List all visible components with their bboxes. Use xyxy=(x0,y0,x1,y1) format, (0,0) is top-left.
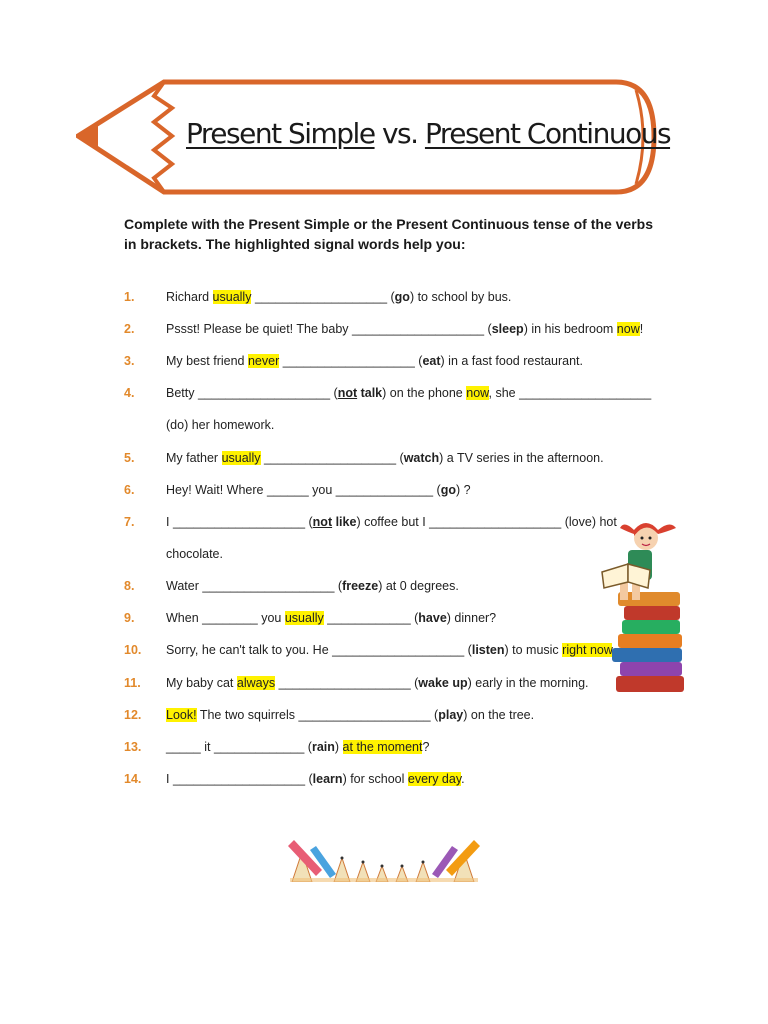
exercise-7: 7. I ___________________ (not like) coffee but I ___________________ (love) hot xyxy=(124,515,617,529)
verb: watch xyxy=(403,451,440,465)
verb: talk xyxy=(357,386,383,400)
verb: rain xyxy=(311,740,335,754)
exercise-14: 14. I ___________________ (learn) for school every day. xyxy=(124,772,465,786)
verb: play xyxy=(438,708,464,722)
exercise-1: 1. Richard usually ___________________ (go) to school by bus. xyxy=(124,290,512,304)
girl-on-books-illustration xyxy=(598,516,690,696)
exercise-4-continuation: (do) her homework. xyxy=(166,418,275,432)
pencils-decoration xyxy=(286,828,482,882)
signal-word: right now xyxy=(562,643,613,657)
exercise-5: 5. My father usually ___________________ (watch) a TV series in the afternoon. xyxy=(124,451,604,465)
verb: wake up xyxy=(418,676,468,690)
exercise-number: 5. xyxy=(124,451,135,465)
exercise-6: 6. Hey! Wait! Where ______ you ______________ (go) ? xyxy=(124,483,471,497)
verb: go xyxy=(440,483,457,497)
page-title xyxy=(186,117,670,150)
signal-word: usually xyxy=(284,611,324,625)
signal-word: usually xyxy=(212,290,252,304)
exercise-number: 6. xyxy=(124,483,135,497)
signal-word: usually xyxy=(221,451,261,465)
verb: sleep xyxy=(491,322,524,336)
signal-word: always xyxy=(236,676,276,690)
exercise-number: 8. xyxy=(124,579,135,593)
exercise-number: 4. xyxy=(124,386,135,400)
exercise-4: 4. Betty ___________________ (not talk) on the phone now, she ___________________ xyxy=(124,386,652,400)
verb: eat xyxy=(422,354,441,368)
exercise-11: 11. My baby cat always ___________________ (wake up) early in the morning. xyxy=(124,676,589,690)
verb: have xyxy=(418,611,447,625)
exercise-number: 11. xyxy=(124,676,141,690)
verb: learn xyxy=(312,772,343,786)
verb: go xyxy=(394,290,410,304)
exercise-number: 13. xyxy=(124,740,142,754)
signal-word: now xyxy=(616,322,640,336)
exercise-number: 9. xyxy=(124,611,135,625)
verb: listen xyxy=(471,643,505,657)
exercise-3: 3. My best friend never ___________________ (eat) in a fast food restaurant. xyxy=(124,354,583,368)
exercise-8: 8. Water ___________________ (freeze) at 0 degrees. xyxy=(124,579,459,593)
exercise-number: 3. xyxy=(124,354,135,368)
signal-word: never xyxy=(247,354,280,368)
exercise-12: 12. Look! The two squirrels ___________________ (play) on the tree. xyxy=(124,708,535,722)
exercise-2: 2. Pssst! Please be quiet! The baby ___________________ (sleep) in his bedroom now! xyxy=(124,322,644,336)
signal-word: now xyxy=(466,386,489,400)
signal-word: every day xyxy=(407,772,462,786)
exercise-7-continuation: chocolate. xyxy=(166,547,223,561)
title-part1: Present Simple xyxy=(186,117,375,150)
exercise-13: 13. _____ it _____________ (rain) at the moment? xyxy=(124,740,430,754)
signal-word: at the moment xyxy=(342,740,423,754)
title-part2: Present Continuous xyxy=(424,117,671,150)
signal-word: Look! xyxy=(166,708,197,722)
exercise-number: 12. xyxy=(124,708,142,722)
exercise-number: 2. xyxy=(124,322,135,336)
verb: like xyxy=(332,515,357,529)
verb-negation: not xyxy=(337,386,358,400)
exercise-10: 10. Sorry, he can't talk to you. He ___________________ (listen) to music right now xyxy=(124,643,613,657)
exercise-9: 9. When ________ you usually ____________ (have) dinner? xyxy=(124,611,497,625)
title-vs: vs. xyxy=(381,117,418,150)
verb: freeze xyxy=(342,579,379,593)
exercise-number: 14. xyxy=(124,772,142,786)
exercise-number: 7. xyxy=(124,515,135,529)
verb-negation: not xyxy=(312,515,333,529)
exercise-number: 1. xyxy=(124,290,135,304)
instructions: Complete with the Present Simple or the Present Continuous tense of the verbs in brackets. The highlighted signal words help you: xyxy=(124,216,653,252)
exercise-number: 10. xyxy=(124,643,142,657)
